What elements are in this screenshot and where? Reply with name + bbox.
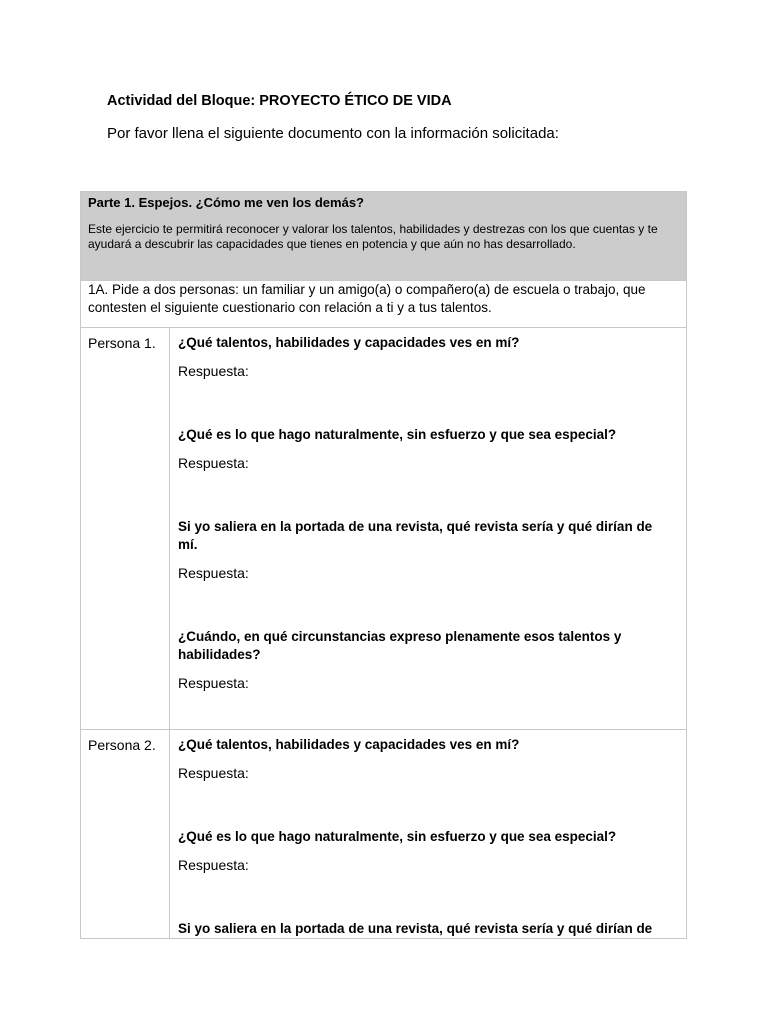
instruction-text: 1A. Pide a dos personas: un familiar y un amigo(a) o compañero(a) de escuela o trabajo, que contesten el siguiente cuestionario con relación a ti y a tus talentos. [81,281,687,328]
answer-label: Respuesta: [178,455,249,471]
person-label: Persona 1. [81,328,170,730]
part-description: Este ejercicio te permitirá reconocer y valorar los talentos, habilidades y destrezas con los que cuentas y te ayudará a descubrir las capacidades que tienes en potencia y que aún no has desarrollado. [88,222,658,251]
question-text: ¿Qué es lo que hago naturalmente, sin esfuerzo y que sea especial? [178,829,617,844]
instruction-row [81,281,687,328]
part-header-row [81,192,687,281]
part-heading: Parte 1. Espejos. ¿Cómo me ven los demás? [88,195,364,210]
answer-label: Respuesta: [178,675,249,691]
answer-label: Respuesta: [178,565,249,581]
answer-space[interactable] [178,874,674,920]
question-text: Si yo saliera en la portada de una revista, qué revista sería y qué dirían de mí. [178,519,653,552]
answer-space[interactable] [178,582,674,628]
answer-label: Respuesta: [178,363,249,379]
person-row-1 [81,328,687,730]
document-title: Actividad del Bloque: PROYECTO ÉTICO DE VIDA [107,93,452,109]
question-text: Si yo saliera en la portada de una revista, qué revista sería y qué dirían de [178,921,653,936]
answer-space[interactable] [178,782,674,828]
person-row-2 [81,730,687,939]
answer-label: Respuesta: [178,857,249,873]
answer-label: Respuesta: [178,765,249,781]
question-text: ¿Cuándo, en qué circunstancias expreso plenamente esos talentos y habilidades? [178,629,622,662]
document-subtitle: Por favor llena el siguiente documento con la información solicitada: [107,125,559,142]
questionnaire-table [80,191,687,939]
answer-space[interactable] [178,472,674,518]
question-text: ¿Qué es lo que hago naturalmente, sin esfuerzo y que sea especial? [178,427,617,442]
questions-cell [170,730,687,939]
answer-space[interactable] [178,692,674,729]
question-text: ¿Qué talentos, habilidades y capacidades ves en mí? [178,737,520,752]
question-text: ¿Qué talentos, habilidades y capacidades ves en mí? [178,335,520,350]
person-label: Persona 2. [81,730,170,939]
answer-space[interactable] [178,380,674,426]
part-header-cell [81,192,687,281]
questions-cell [170,328,687,730]
